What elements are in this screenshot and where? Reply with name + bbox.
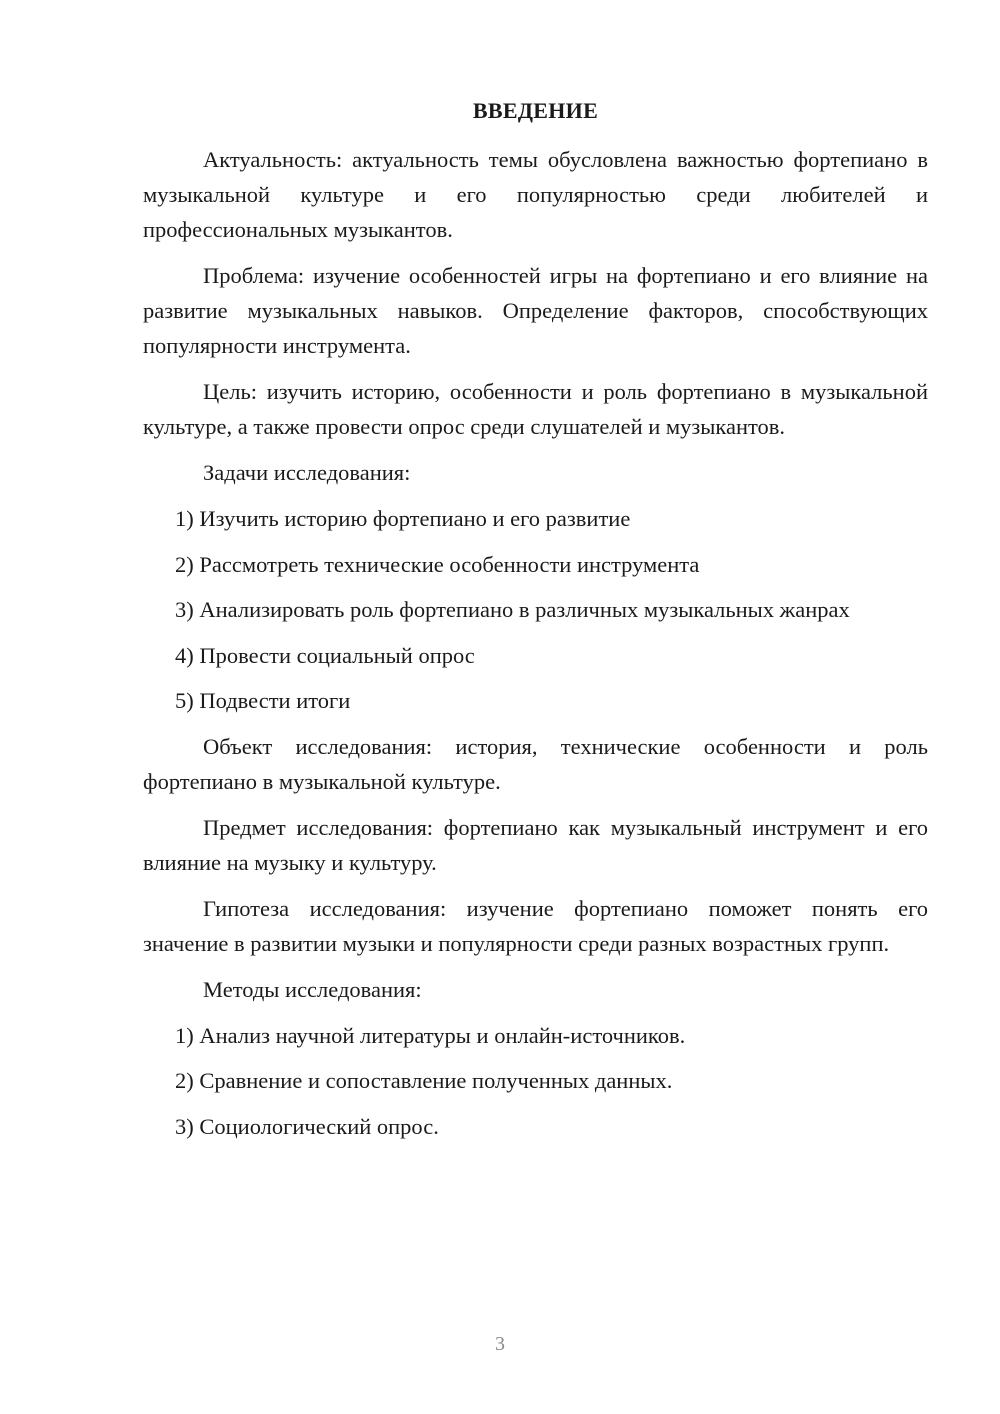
object-paragraph: Объект исследования: история, технические особенности и роль фортепиано в музыкальной культуре. — [143, 733, 928, 794]
tasks-heading: Задачи исследования: — [203, 460, 411, 485]
problem-paragraph: Проблема: изучение особенностей игры на фортепиано и его влияние на развитие музыкальных навыков. Определение факторов, способствующих популярности инструмента. — [143, 263, 928, 358]
task-item: 5) Подвести итоги — [175, 688, 351, 713]
document-body — [143, 142, 928, 1154]
goal-paragraph: Цель: изучить историю, особенности и роль фортепиано в музыкальной культуре, а также провести опрос среди слушателей и музыкантов. — [143, 379, 928, 439]
task-item: 4) Провести социальный опрос — [175, 642, 475, 668]
method-item: 3) Социологический опрос. — [175, 1113, 439, 1139]
task-item: 3) Анализировать роль фортепиано в различных музыкальных жанрах — [175, 597, 850, 622]
page-number: 3 — [495, 1333, 505, 1355]
relevance-paragraph: Актуальность: актуальность темы обусловлена важностью фортепиано в музыкальной культуре и его популярностью среди любителей и профессиональных музыкантов. — [143, 147, 928, 242]
page-title: ВВЕДЕНИЕ — [472, 98, 599, 123]
methods-heading: Методы исследования: — [203, 976, 422, 1002]
hypothesis-paragraph: Гипотеза исследования: изучение фортепиано поможет понять его значение в развитии музыки и популярности среди разных возрастных групп. — [143, 895, 928, 956]
methods-list — [143, 1018, 928, 1144]
subject-paragraph: Предмет исследования: фортепиано как музыкальный инструмент и его влияние на музыку и культуру. — [143, 814, 928, 875]
method-item: 1) Анализ научной литературы и онлайн-источников. — [175, 1022, 686, 1048]
tasks-list — [143, 501, 928, 718]
method-item: 2) Сравнение и сопоставление полученных данных. — [175, 1068, 673, 1093]
task-item: 2) Рассмотреть технические особенности инструмента — [175, 551, 700, 577]
task-item: 1) Изучить историю фортепиано и его развитие — [175, 506, 631, 531]
